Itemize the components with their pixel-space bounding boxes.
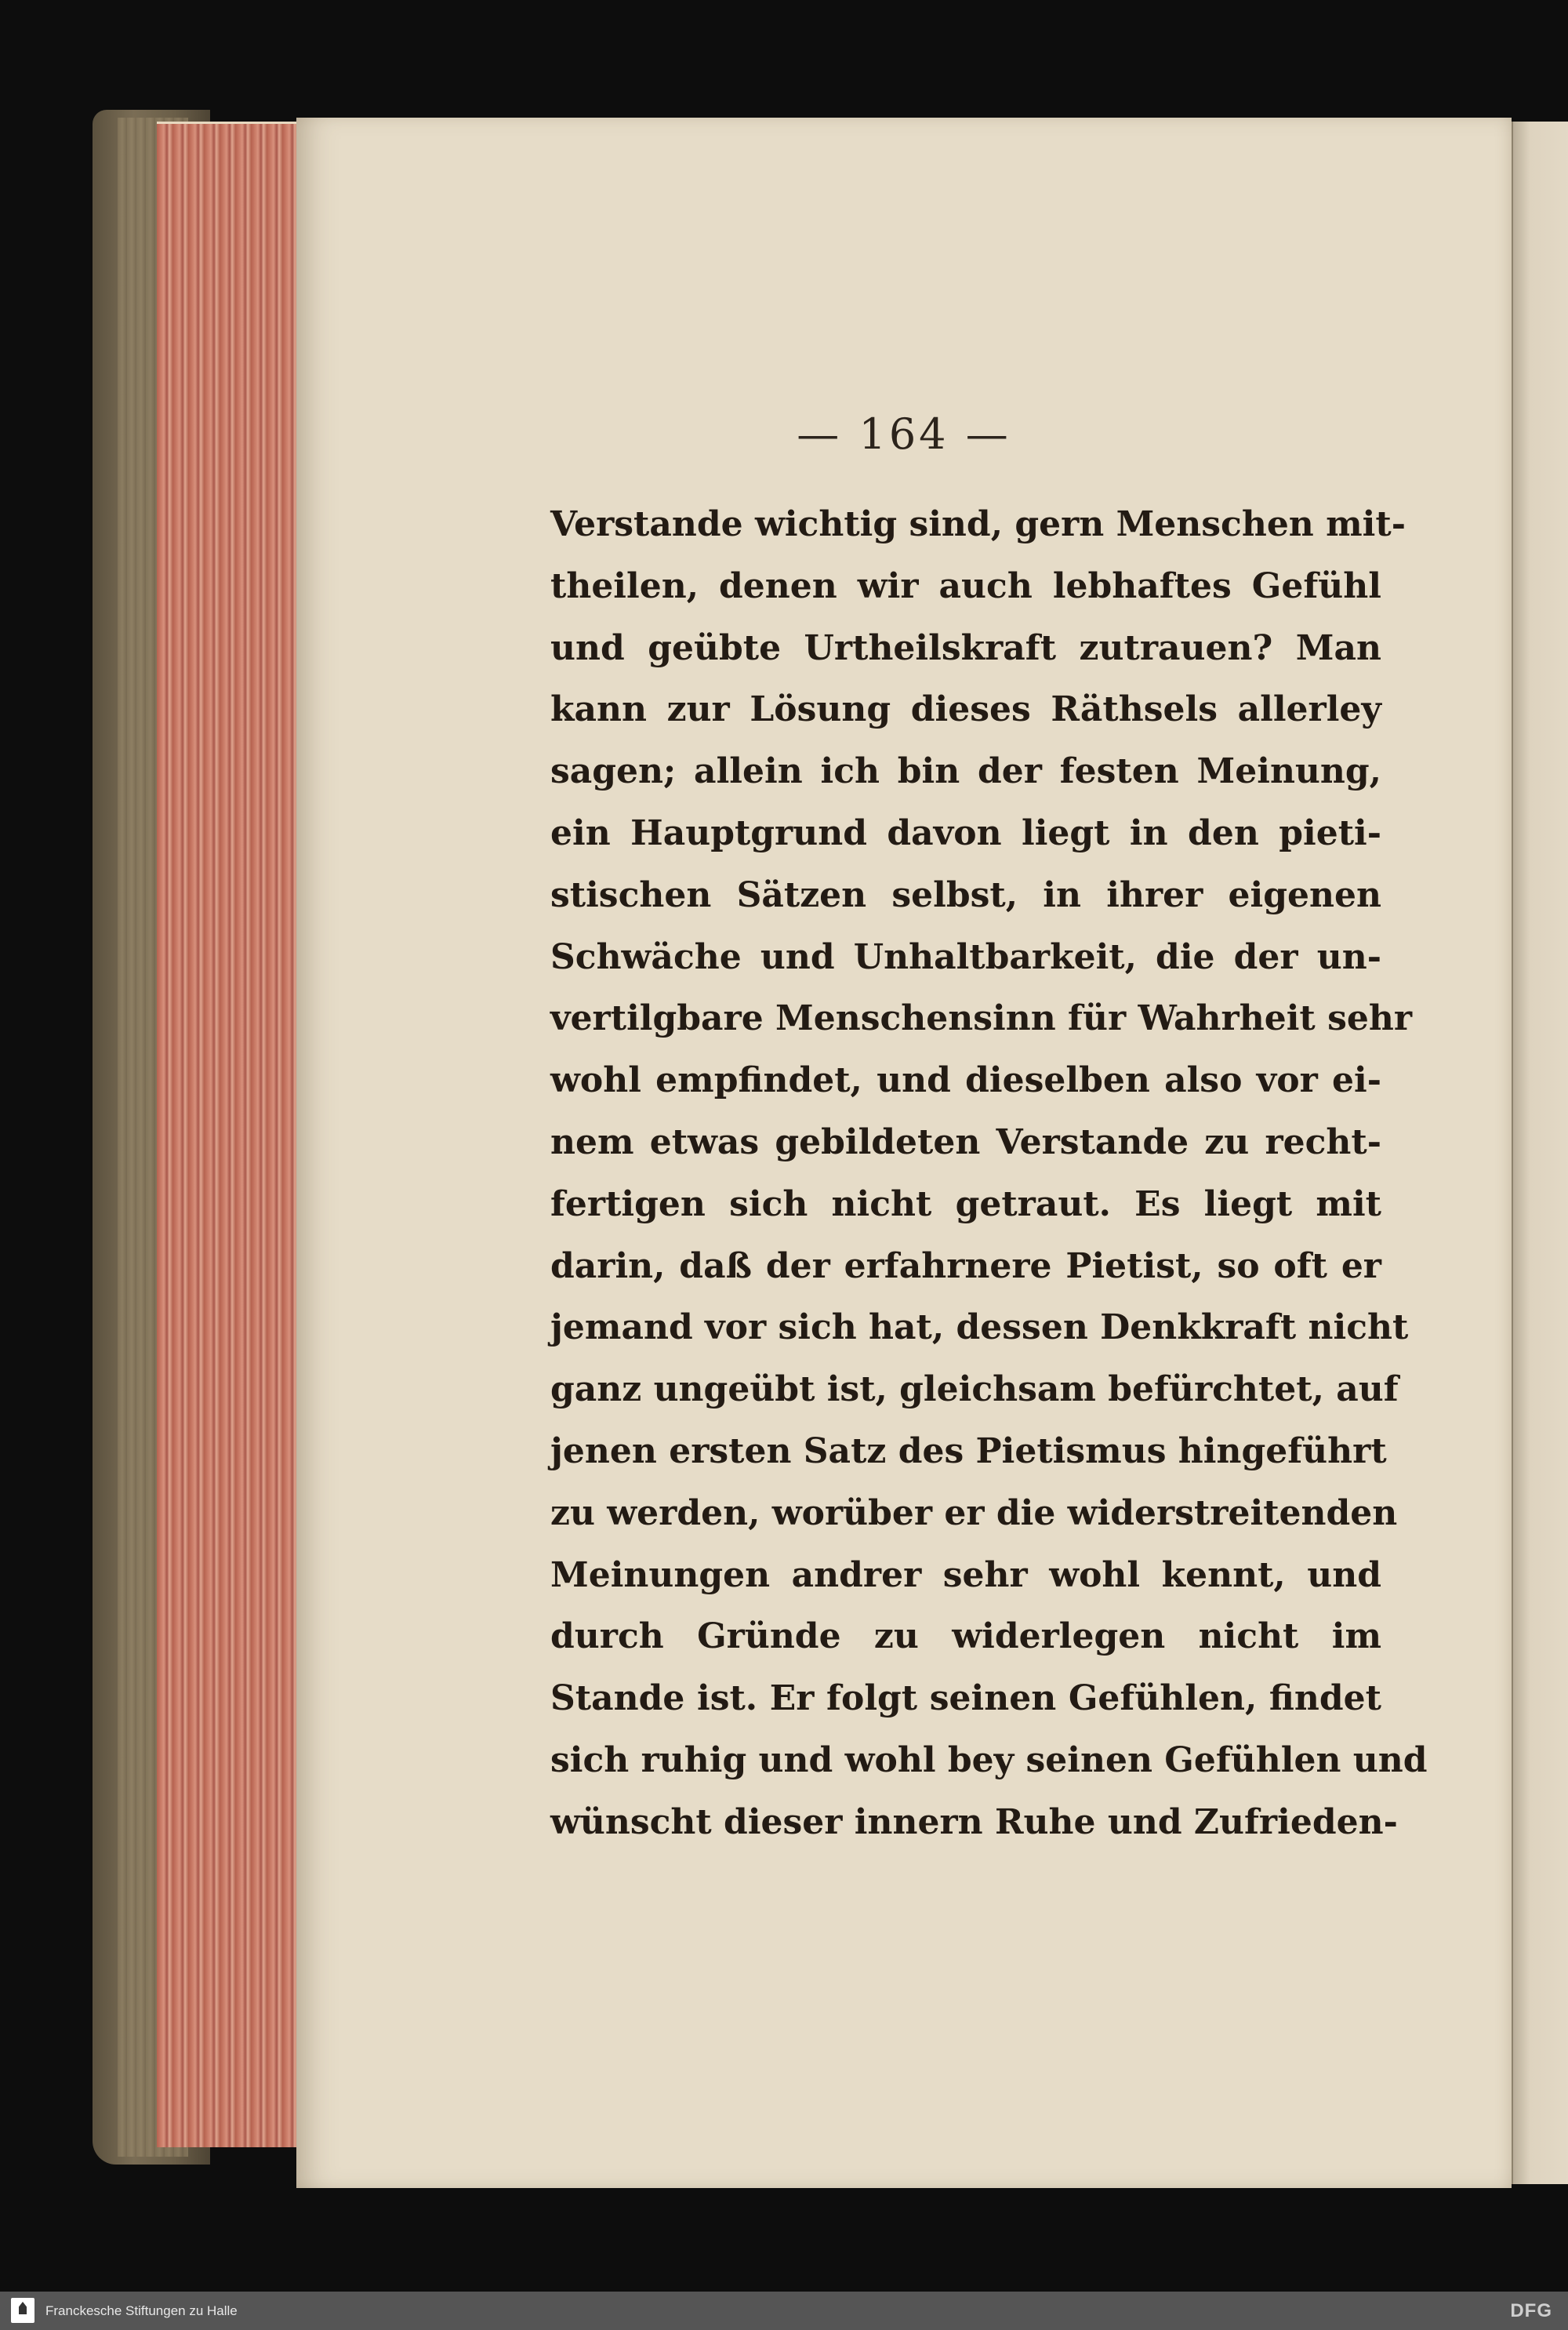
text-line: vertilgbare Menschensinn für Wahrheit sehr	[550, 998, 1413, 1039]
page-number: — 164 —	[797, 409, 1011, 459]
text-line: Stande ist. Er folgt seinen Gefühlen, findet	[550, 1678, 1381, 1719]
text-line: wohl empfindet, und dieselben also vor ei-	[550, 1060, 1381, 1101]
page-text	[550, 494, 1428, 1854]
franckesche-logo-icon	[11, 2298, 34, 2323]
text-line: sich ruhig und wohl bey seinen Gefühlen und	[550, 1739, 1428, 1780]
text-line: nem etwas gebildeten Verstande zu recht-	[550, 1121, 1381, 1162]
text-line: durch Gründe zu widerlegen nicht im	[550, 1616, 1381, 1657]
next-page-edge	[1512, 122, 1568, 2184]
text-line: jemand vor sich hat, dessen Denkkraft nicht	[550, 1307, 1409, 1348]
text-line: Verstande wichtig sind, gern Menschen mit-	[550, 504, 1406, 544]
text-line: zu werden, worüber er die widerstreitenden	[550, 1492, 1398, 1533]
footer-bar	[0, 2292, 1568, 2330]
dfg-logo: DFG	[1510, 2300, 1552, 2321]
text-line: ganz ungeübt ist, gleichsam befürchtet, auf	[550, 1369, 1399, 1410]
text-line: wünscht dieser innern Ruhe und Zufrieden-	[550, 1801, 1398, 1842]
text-line: Meinungen andrer sehr wohl kennt, und	[550, 1554, 1381, 1595]
institution-label: Franckesche Stiftungen zu Halle	[45, 2303, 238, 2318]
page-block-edges	[157, 122, 298, 2147]
text-line: theilen, denen wir auch lebhaftes Gefühl	[550, 565, 1381, 606]
text-line: ein Hauptgrund davon liegt in den pieti-	[550, 812, 1381, 853]
text-line: jenen ersten Satz des Pietismus hingeführt	[550, 1430, 1387, 1471]
text-line: Schwäche und Unhaltbarkeit, die der un-	[550, 936, 1381, 977]
text-line: stischen Sätzen selbst, in ihrer eigenen	[550, 874, 1381, 915]
text-line: darin, daß der erfahrnere Pietist, so oft er	[550, 1245, 1381, 1286]
text-line: kann zur Lösung dieses Räthsels allerley	[550, 689, 1381, 730]
text-line: sagen; allein ich bin der festen Meinung,	[550, 751, 1381, 792]
text-line: und geübte Urtheilskraft zutrauen? Man	[550, 627, 1381, 668]
text-line: fertigen sich nicht getraut. Es liegt mit	[550, 1183, 1381, 1224]
